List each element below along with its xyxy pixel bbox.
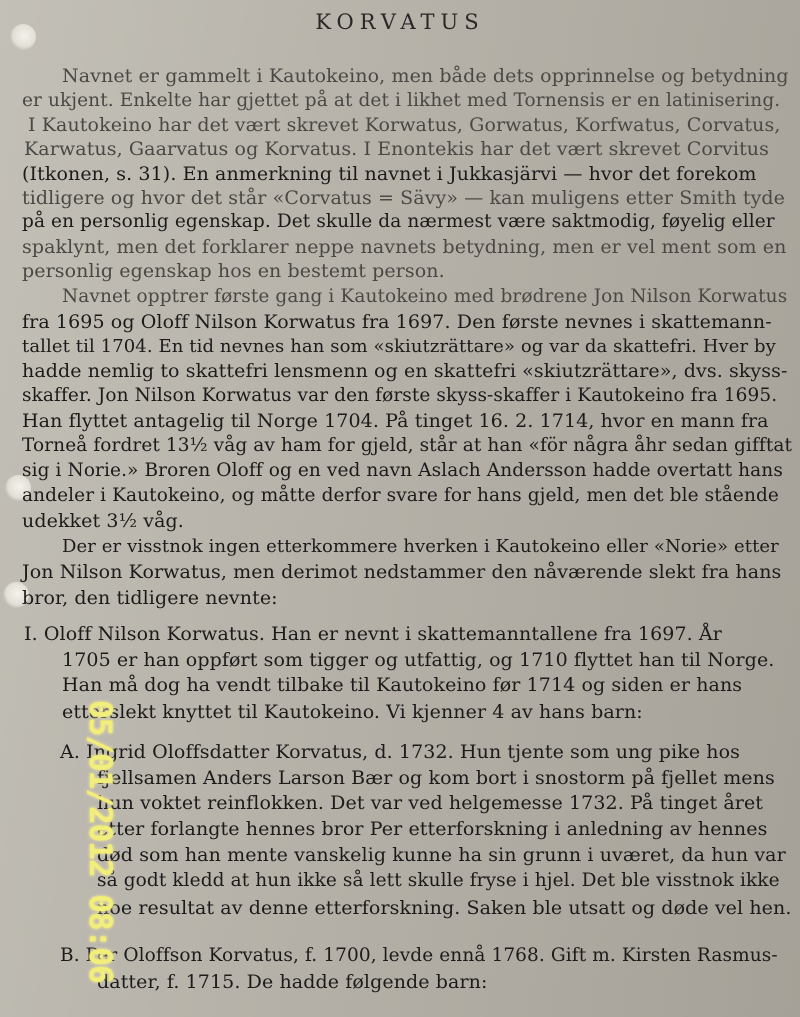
text-line: Navnet er gammelt i Kautokeino, men både dets opprinnelse og betydning bbox=[62, 65, 789, 87]
text-line: Navnet opptrer første gang i Kautokeino med brødrene Jon Nilson Korwatus bbox=[62, 286, 788, 307]
text-line: Der er visstnok ingen etterkommere hverken i Kautokeino eller «Norie» etter bbox=[62, 536, 779, 557]
text-line: I Kautokeino har det vært skrevet Korwatus, Gorwatus, Korfwatus, Corvatus, bbox=[28, 114, 781, 136]
text-line: udekket 3½ våg. bbox=[22, 510, 184, 532]
text-line: Jon Nilson Korwatus, men derimot nedstammer den nåværende slekt fra hans bbox=[22, 561, 782, 583]
camera-date-stamp: 05/01/2012 08:06 bbox=[82, 700, 118, 983]
text-line: Han må dog ha vendt tilbake til Kautokeino før 1714 og siden er hans bbox=[62, 674, 743, 696]
text-line: bror, den tidligere nevnte: bbox=[22, 587, 278, 609]
text-line: andeler i Kautokeino, og måtte derfor svare for hans gjeld, men det ble stående bbox=[22, 485, 779, 506]
text-line: så godt kledd at hun ikke så lett skulle fryse i hjel. Det ble visstnok ikke bbox=[97, 870, 780, 891]
text-line: Han flyttet antagelig til Norge 1704. På tinget 16. 2. 1714, hvor en mann fra bbox=[22, 410, 769, 432]
text-line: hadde nemlig to skattefri lensmenn og en skattefri «skiutzrättare», dvs. skyss- bbox=[22, 360, 788, 382]
text-line: Karwatus, Gaarvatus og Korvatus. I Enontekis har det vært skrevet Corvitus bbox=[24, 138, 769, 160]
running-head: KORVATUS bbox=[315, 10, 485, 34]
text-line: etterslekt knyttet til Kautokeino. Vi kjenner 4 av hans barn: bbox=[62, 701, 643, 723]
text-line: etter forlangte hennes bror Per etterforskning i anledning av hennes bbox=[97, 818, 768, 840]
text-line: tidligere og hvor det står «Corvatus = Sävy» — kan muligens etter Smith tyde bbox=[22, 187, 786, 209]
text-line: B. Per Oloffson Korvatus, f. 1700, levde ennå 1768. Gift m. Kirsten Rasmus- bbox=[60, 945, 778, 966]
text-line: fra 1695 og Oloff Nilson Korwatus fra 1697. Den første nevnes i skattemann- bbox=[22, 311, 772, 333]
text-line: død som han mente vanskelig kunne ha sin grunn i uværet, da hun var bbox=[97, 844, 786, 866]
text-line: på en personlig egenskap. Det skulle da nærmest være saktmodig, føyelig eller bbox=[22, 211, 775, 232]
text-line: fjellsamen Anders Larson Bær og kom bort i snostorm på fjellet mens bbox=[97, 767, 775, 789]
text-line: noe resultat av denne etterforskning. Saken ble utsatt og døde vel hen. bbox=[97, 897, 792, 919]
text-line: A. Ingrid Oloffsdatter Korvatus, d. 1732. Hun tjente som ung pike hos bbox=[60, 741, 741, 763]
text-line: Torneå fordret 13½ våg av ham for gjeld, står at han «för några åhr sedan gifftat bbox=[22, 435, 793, 456]
text-line: tallet til 1704. En tid nevnes han som «skiutzrättare» og var da skattefri. Hver by bbox=[22, 336, 776, 357]
text-line: skaffer. Jon Nilson Korwatus var den første skyss-skaffer i Kautokeino fra 1695. bbox=[22, 385, 778, 406]
text-line: sig i Norie.» Broren Oloff og en ved navn Aslach Andersson hadde overtatt hans bbox=[22, 460, 783, 481]
text-line: hun voktet reinflokken. Det var ved helgemesse 1732. På tinget året bbox=[97, 792, 764, 814]
text-line: personlig egenskap hos en bestemt person. bbox=[22, 260, 445, 282]
text-line: datter, f. 1715. De hadde følgende barn: bbox=[97, 971, 488, 993]
text-line: spaklynt, men det forklarer neppe navnets betydning, men er vel ment som en bbox=[22, 236, 787, 258]
text-line: I. Oloff Nilson Korwatus. Han er nevnt i skattemanntallene fra 1697. År bbox=[24, 623, 722, 645]
text-line: 1705 er han oppført som tigger og utfattig, og 1710 flyttet han til Norge. bbox=[62, 649, 775, 671]
text-line: er ukjent. Enkelte har gjettet på at det i likhet med Tornensis er en latinisering. bbox=[22, 90, 781, 111]
text-line: (Itkonen, s. 31). En anmerkning til navnet i Jukkasjärvi — hvor det forekom bbox=[22, 163, 757, 185]
